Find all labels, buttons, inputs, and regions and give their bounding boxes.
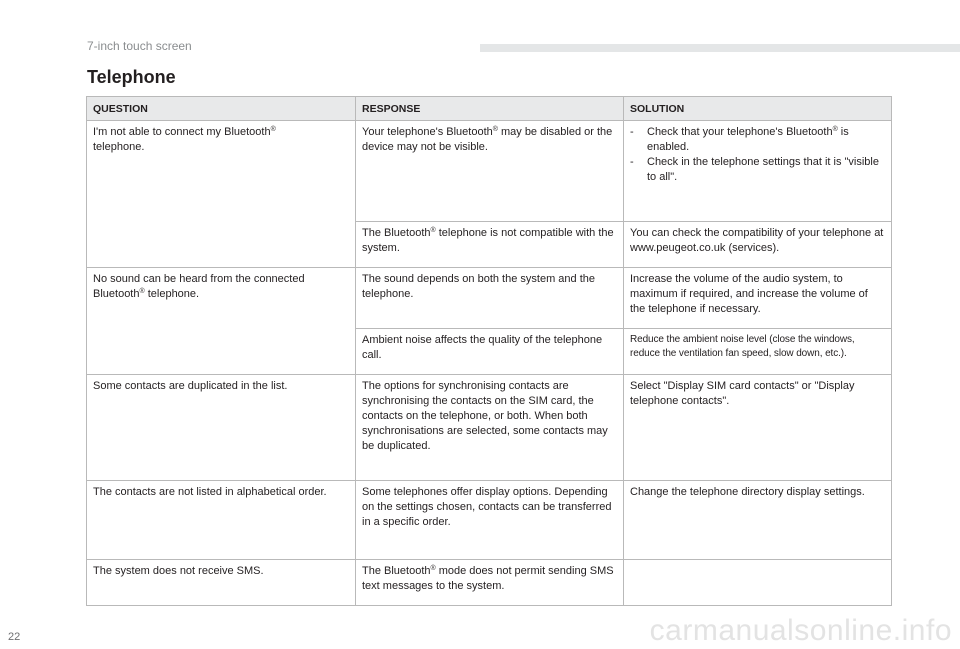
registered-mark: ® (139, 288, 145, 295)
solution-cell: Change the telephone directory display settings. (624, 481, 892, 560)
response-text: Your telephone's Bluetooth (362, 126, 493, 138)
response-cell: The sound depends on both the system and the telephone. (356, 268, 624, 329)
faq-table (86, 96, 892, 606)
question-cell (87, 121, 356, 268)
header-bar (480, 44, 960, 52)
question-cell: The contacts are not listed in alphabetical order. (87, 481, 356, 560)
question-text: telephone. (93, 141, 145, 153)
question-text: No sound can be heard from the connected Bluetooth (93, 273, 305, 300)
response-cell: The options for synchronising contacts are synchronising the contacts on the SIM card, the contacts on the telephone, or both. When both synchronisations are selected, some contacts may be duplicated. (356, 375, 624, 481)
response-text: telephone is not compatible with the system. (362, 227, 614, 254)
watermark: carmanualsonline.info (649, 614, 952, 647)
table-row (87, 560, 892, 606)
section-label: 7-inch touch screen (87, 39, 192, 53)
registered-mark: ® (832, 126, 838, 133)
registered-mark: ® (430, 565, 436, 572)
page-title: Telephone (87, 67, 176, 87)
solution-list (630, 125, 886, 185)
registered-mark: ® (430, 227, 436, 234)
solution-cell: Reduce the ambient noise level (close the windows, reduce the ventilation fan speed, slow down, etc.). (624, 329, 892, 375)
page-number: 22 (8, 631, 21, 643)
table-row (87, 268, 892, 329)
solution-cell (624, 121, 892, 222)
response-cell (356, 121, 624, 222)
response-text: may be disabled or the device may not be visible. (362, 126, 613, 153)
solution-cell (624, 560, 892, 606)
column-header-question: QUESTION (87, 97, 356, 121)
response-cell: Some telephones offer display options. Depending on the settings chosen, contacts can be transferred in a specific order. (356, 481, 624, 560)
response-text: The Bluetooth (362, 565, 431, 577)
solution-cell: Increase the volume of the audio system, to maximum if required, and increase the volume of the telephone if necessary. (624, 268, 892, 329)
response-text: mode does not permit sending SMS text messages to the system. (362, 565, 614, 592)
question-text: I'm not able to connect my Bluetooth (93, 126, 271, 138)
question-cell: The system does not receive SMS. (87, 560, 356, 606)
registered-mark: ® (492, 126, 498, 133)
column-header-response: RESPONSE (356, 97, 624, 121)
table-row (87, 481, 892, 560)
column-header-solution: SOLUTION (624, 97, 892, 121)
question-text: telephone. (144, 288, 200, 300)
response-cell: Ambient noise affects the quality of the telephone call. (356, 329, 624, 375)
solution-cell: Select "Display SIM card contacts" or "Display telephone contacts". (624, 375, 892, 481)
list-item: - Check that your telephone's Bluetooth® is enabled. (630, 125, 886, 155)
table-row (87, 121, 892, 222)
question-cell: Some contacts are duplicated in the list. (87, 375, 356, 481)
response-text: The Bluetooth (362, 227, 431, 239)
question-cell (87, 268, 356, 375)
registered-mark: ® (270, 126, 276, 133)
solution-cell: You can check the compatibility of your telephone at www.peugeot.co.uk (services). (624, 222, 892, 268)
response-cell (356, 560, 624, 606)
table-header-row (87, 97, 892, 121)
list-item: - Check in the telephone settings that it is "visible to all". (630, 155, 886, 185)
table-row (87, 375, 892, 481)
response-cell (356, 222, 624, 268)
